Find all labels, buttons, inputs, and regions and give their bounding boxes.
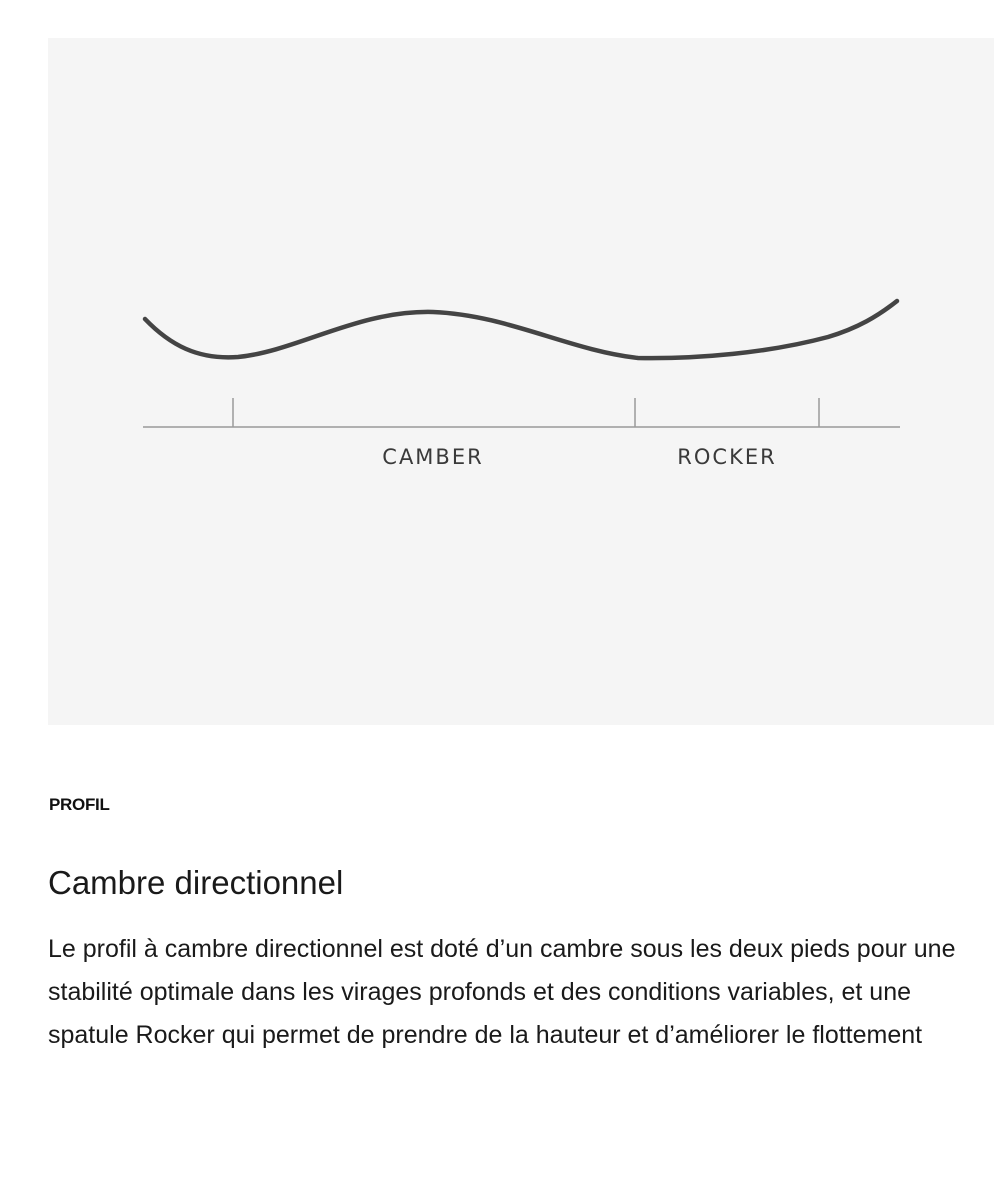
section-eyebrow: PROFIL [49, 795, 110, 814]
segment-label-rocker: ROCKER [677, 445, 777, 469]
profile-diagram-panel [48, 38, 994, 725]
segment-label-camber: CAMBER [382, 445, 484, 469]
section-description: Le profil à cambre directionnel est doté d’un cambre sous les deux pieds pour une stabilité optimale dans les virages profonds et des conditions variables, et une spatule Rocker qui permet de prendre de la hauteur et d’améliorer le flottement [48, 935, 956, 1049]
board-profile-curve [145, 301, 897, 358]
section-title: Cambre directionnel [48, 864, 344, 901]
board-profile-diagram [48, 38, 994, 725]
